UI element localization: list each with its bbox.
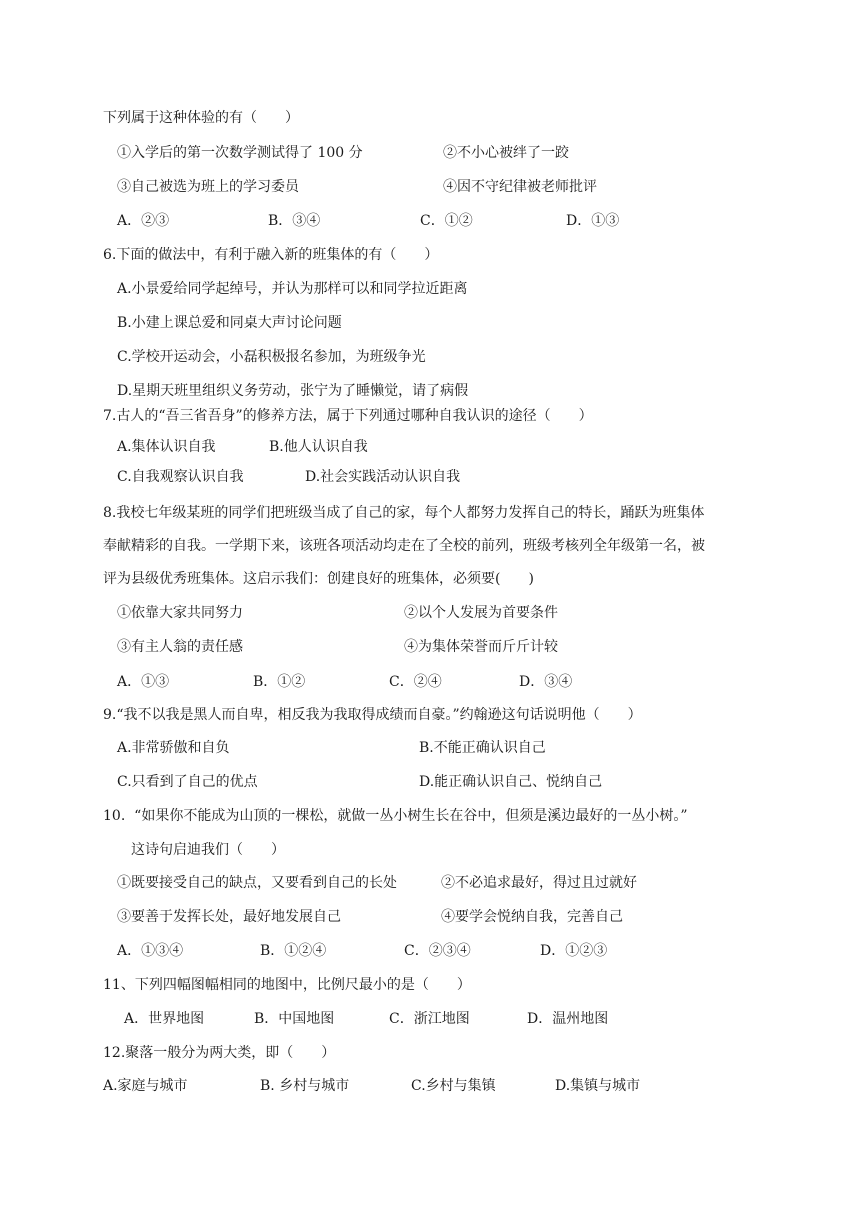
question-10-choice-a: A．①③④ <box>117 943 184 959</box>
question-11-choice-c: C．浙江地图 <box>389 1011 470 1027</box>
question-5-option-4: ④因不守纪律被老师批评 <box>443 179 597 195</box>
question-9-choice-c: C.只看到了自己的优点 <box>117 774 258 790</box>
question-5-choice-c: C．①② <box>420 213 473 229</box>
question-5-choice-b: B．③④ <box>268 213 321 229</box>
question-10-choice-c: C．②③④ <box>404 943 471 959</box>
question-7-choice-d: D.社会实践活动认识自我 <box>305 469 461 485</box>
question-5-option-3: ③自己被选为班上的学习委员 <box>117 179 299 195</box>
question-12-choice-b: B. 乡村与城市 <box>260 1078 350 1094</box>
question-6-choice-b: B.小建上课总爱和同桌大声讨论问题 <box>117 315 342 331</box>
question-9-choice-d: D.能正确认识自己、悦纳自己 <box>419 774 603 790</box>
question-10-option-1: ①既要接受自己的缺点，又要看到自己的长处 <box>117 875 397 891</box>
question-9-stem: 9.“我不以我是黑人而自卑，相反我为我取得成绩而自豪。”约翰逊这句话说明他（ ） <box>103 707 642 723</box>
question-8-option-3: ③有主人翁的责任感 <box>117 639 243 655</box>
question-10-option-4: ④要学会悦纳自我，完善自己 <box>441 909 623 925</box>
question-5-choice-a: A．②③ <box>117 213 170 229</box>
question-8-choice-d: D．③④ <box>519 674 573 690</box>
question-11-choice-d: D．温州地图 <box>527 1011 609 1027</box>
question-7-stem: 7.古人的“吾三省吾身”的修养方法，属于下列通过哪种自我认识的途径（ ） <box>103 408 593 424</box>
question-10-choice-d: D．①②③ <box>540 943 608 959</box>
question-8-option-4: ④为集体荣誉而斤斤计较 <box>404 639 558 655</box>
question-8-option-1: ①依靠大家共同努力 <box>117 605 243 621</box>
question-6-stem: 6.下面的做法中，有利于融入新的班集体的有（ ） <box>103 247 439 263</box>
question-12-choice-c: C.乡村与集镇 <box>411 1078 496 1094</box>
question-5-stem: 下列属于这种体验的有（ ） <box>103 110 299 126</box>
question-8-stem-line-1: 8.我校七年级某班的同学们把班级当成了自己的家，每个人都努力发挥自己的特长，踊跃为班集体 <box>103 505 705 521</box>
question-8-choice-a: A．①③ <box>117 674 170 690</box>
question-10-stem-line-2: 这诗句启迪我们（ ） <box>131 842 285 858</box>
question-10-stem-line-1: 10. “如果你不能成为山顶的一棵松，就做一丛小树生长在谷中，但须是溪边最好的一丛小树。” <box>103 808 688 824</box>
question-8-stem-line-2: 奉献精彩的自我。一学期下来，该班各项活动均走在了全校的前列，班级考核列全年级第一名，被 <box>103 538 705 554</box>
question-8-option-2: ②以个人发展为首要条件 <box>404 605 558 621</box>
question-12-stem: 12.聚落一般分为两大类，即（ ） <box>103 1045 336 1061</box>
question-12-choice-a: A.家庭与城市 <box>103 1078 188 1094</box>
question-10-option-2: ②不必追求最好，得过且过就好 <box>441 875 637 891</box>
question-6-choice-d: D.星期天班里组织义务劳动，张宁为了睡懒觉，请了病假 <box>117 383 469 399</box>
question-8-choice-b: B．①② <box>253 674 306 690</box>
question-7-choice-a: A.集体认识自我 <box>117 439 216 455</box>
question-10-option-3: ③要善于发挥长处，最好地发展自己 <box>117 909 341 925</box>
question-11-choice-b: B．中国地图 <box>254 1011 335 1027</box>
question-5-option-2: ②不小心被绊了一跤 <box>443 145 569 161</box>
question-11-stem: 11、下列四幅图幅相同的地图中，比例尺最小的是（ ） <box>103 977 471 993</box>
question-11-choice-a: A．世界地图 <box>124 1011 205 1027</box>
question-6-choice-c: C.学校开运动会，小磊积极报名参加，为班级争光 <box>117 349 426 365</box>
question-5-option-1: ①入学后的第一次数学测试得了 100 分 <box>117 145 363 161</box>
question-12-choice-d: D.集镇与城市 <box>555 1078 641 1094</box>
question-9-choice-b: B.不能正确认识自己 <box>419 740 546 756</box>
question-5-choice-d: D．①③ <box>566 213 620 229</box>
question-9-choice-a: A.非常骄傲和自负 <box>117 740 230 756</box>
question-6-choice-a: A.小景爱给同学起绰号，并认为那样可以和同学拉近距离 <box>117 281 468 297</box>
question-8-stem-line-3: 评为县级优秀班集体。这启示我们：创建良好的班集体，必须要( ) <box>103 571 534 587</box>
question-8-choice-c: C．②④ <box>389 674 442 690</box>
question-7-choice-b: B.他人认识自我 <box>269 439 368 455</box>
question-10-choice-b: B．①②④ <box>260 943 327 959</box>
question-7-choice-c: C.自我观察认识自我 <box>117 469 244 485</box>
